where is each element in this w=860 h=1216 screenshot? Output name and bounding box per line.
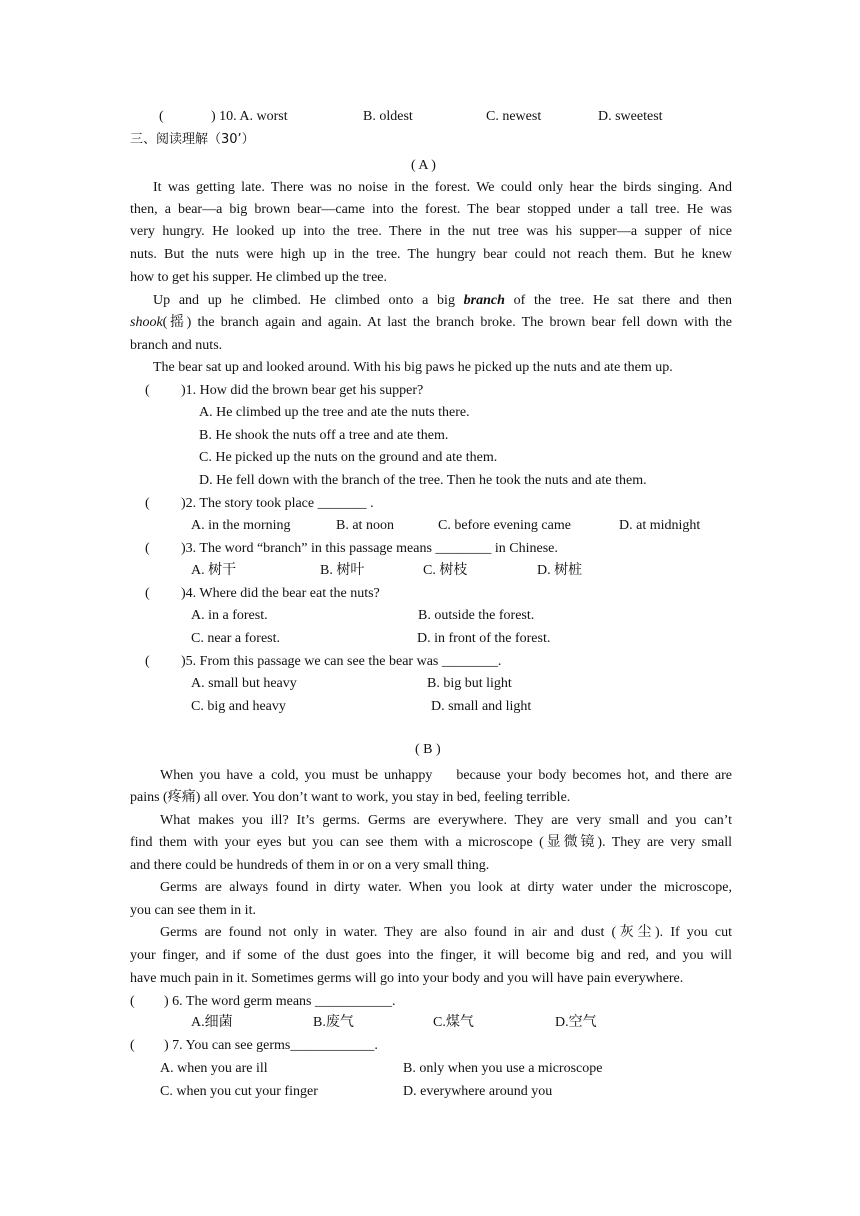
passage-b-label: ( B ) — [415, 742, 441, 757]
passage-b-line: find them with your eyes but you can see them with a microscope (显微镜). They are very small — [130, 835, 732, 850]
q3-option-d: D. 树桩 — [537, 563, 583, 578]
passage-a-line: very hungry. He looked up into the tree. There in the nut tree was his supper—a supper of nice — [130, 224, 732, 239]
q7-option-c: C. when you cut your finger — [160, 1084, 318, 1099]
q3-paren: ( — [145, 541, 150, 556]
passage-b-line: Germs are found not only in water. They are also found in air and dust (灰尘). If you cut — [160, 925, 732, 940]
q7-option-d: D. everywhere around you — [403, 1084, 553, 1099]
q6-option-d: D.空气 — [555, 1015, 597, 1030]
q5-option-a: A. small but heavy — [191, 676, 297, 691]
keyword-shook: shook — [130, 315, 163, 330]
section-title: 三、阅读理解（30’） — [130, 132, 255, 147]
passage-b-line: Germs are always found in dirty water. When you look at dirty water under the microscope, — [160, 880, 732, 895]
q5-option-c: C. big and heavy — [191, 699, 286, 714]
q5-option-b: B. big but light — [427, 676, 512, 691]
q1-stem: )1. How did the brown bear get his supper? — [181, 383, 424, 398]
q2-option-a: A. in the morning — [191, 518, 291, 533]
q1-option-d: D. He fell down with the branch of the tree. Then he took the nuts and ate them. — [199, 473, 647, 488]
passage-b-line: and there could be hundreds of them in or on a very small thing. — [130, 858, 490, 873]
passage-a-p2-line2 — [130, 313, 732, 333]
q5-paren: ( — [145, 654, 150, 669]
q10-option-c: C. newest — [486, 109, 542, 124]
passage-b-line: What makes you ill? It’s germs. Germs are everywhere. They are very small and you can’t — [160, 813, 732, 828]
q6-option-c: C.煤气 — [433, 1015, 474, 1030]
q1-paren: ( — [145, 383, 150, 398]
q1-option-b: B. He shook the nuts off a tree and ate them. — [199, 428, 449, 443]
q10-option-b: B. oldest — [363, 109, 413, 124]
passage-a-line: then, a bear—a big brown bear—came into the forest. The bear stopped under a tall tree. He was — [130, 202, 732, 217]
q7-option-a: A. when you are ill — [160, 1061, 268, 1076]
q1-option-a: A. He climbed up the tree and ate the nuts there. — [199, 405, 470, 420]
q7-option-b: B. only when you use a microscope — [403, 1061, 603, 1076]
q5-option-d: D. small and light — [431, 699, 532, 714]
keyword-branch: branch — [463, 293, 505, 308]
passage-a-line: It was getting late. There was no noise in the forest. We could only hear the birds singing. And — [153, 180, 732, 195]
q2-stem: )2. The story took place _______ . — [181, 496, 374, 511]
q3-option-a: A. 树干 — [191, 563, 237, 578]
passage-b-line: you can see them in it. — [130, 903, 256, 918]
passage-b-line: have much pain in it. Sometimes germs will go into your body and you will have pain everywhere. — [130, 971, 684, 986]
q10-stem: ) 10. A. worst — [211, 109, 288, 124]
passage-b-line: When you have a cold, you must be unhappy because your body becomes hot, and there are — [160, 768, 732, 783]
passage-a-p2-line1 — [153, 291, 732, 311]
q3-option-c: C. 树枝 — [423, 563, 468, 578]
q2-paren: ( — [145, 496, 150, 511]
passage-a-line: how to get his supper. He climbed up the tree. — [130, 270, 387, 285]
q10-paren: ( — [159, 109, 164, 124]
q4-option-a: A. in a forest. — [191, 608, 268, 623]
q5-stem: )5. From this passage we can see the bear was ________. — [181, 654, 502, 669]
q4-option-c: C. near a forest. — [191, 631, 281, 646]
q6-stem: ) 6. The word germ means ___________. — [164, 994, 396, 1009]
q4-option-d: D. in front of the forest. — [417, 631, 551, 646]
q6-paren: ( — [130, 994, 135, 1009]
q4-paren: ( — [145, 586, 150, 601]
q4-stem: )4. Where did the bear eat the nuts? — [181, 586, 380, 601]
q6-option-a: A.细菌 — [191, 1015, 233, 1030]
p2-text-pre: Up and up he climbed. He climbed onto a big — [153, 293, 455, 308]
passage-a-line: nuts. But the nuts were high up in the tree. The hungry bear could not reach them. But he knew — [130, 247, 732, 262]
passage-a-p3: The bear sat up and looked around. With his big paws he picked up the nuts and ate them up. — [153, 360, 673, 375]
q7-stem: ) 7. You can see germs____________. — [164, 1038, 378, 1053]
q3-option-b: B. 树叶 — [320, 563, 365, 578]
q2-option-c: C. before evening came — [438, 518, 571, 533]
q1-option-c: C. He picked up the nuts on the ground and ate them. — [199, 450, 498, 465]
p2-text-post: of the tree. He sat there and then — [513, 293, 733, 308]
p2-text-rest: (摇) the branch again and again. At last the branch broke. The brown bear fell down with the — [162, 315, 732, 330]
passage-b-line: pains (疼痛) all over. You don’t want to work, you stay in bed, feeling terrible. — [130, 790, 571, 805]
passage-a-label: ( A ) — [411, 158, 436, 173]
passage-b-line: your finger, and if some of the dust goes into the finger, it will become big and red, and you will — [130, 948, 732, 963]
q2-option-d: D. at midnight — [619, 518, 701, 533]
q10-option-d: D. sweetest — [598, 109, 663, 124]
q4-option-b: B. outside the forest. — [418, 608, 535, 623]
q3-stem: )3. The word “branch” in this passage means ________ in Chinese. — [181, 541, 558, 556]
q2-option-b: B. at noon — [336, 518, 394, 533]
q7-paren: ( — [130, 1038, 135, 1053]
passage-a-p2-line3: branch and nuts. — [130, 338, 223, 353]
q6-option-b: B.废气 — [313, 1015, 354, 1030]
